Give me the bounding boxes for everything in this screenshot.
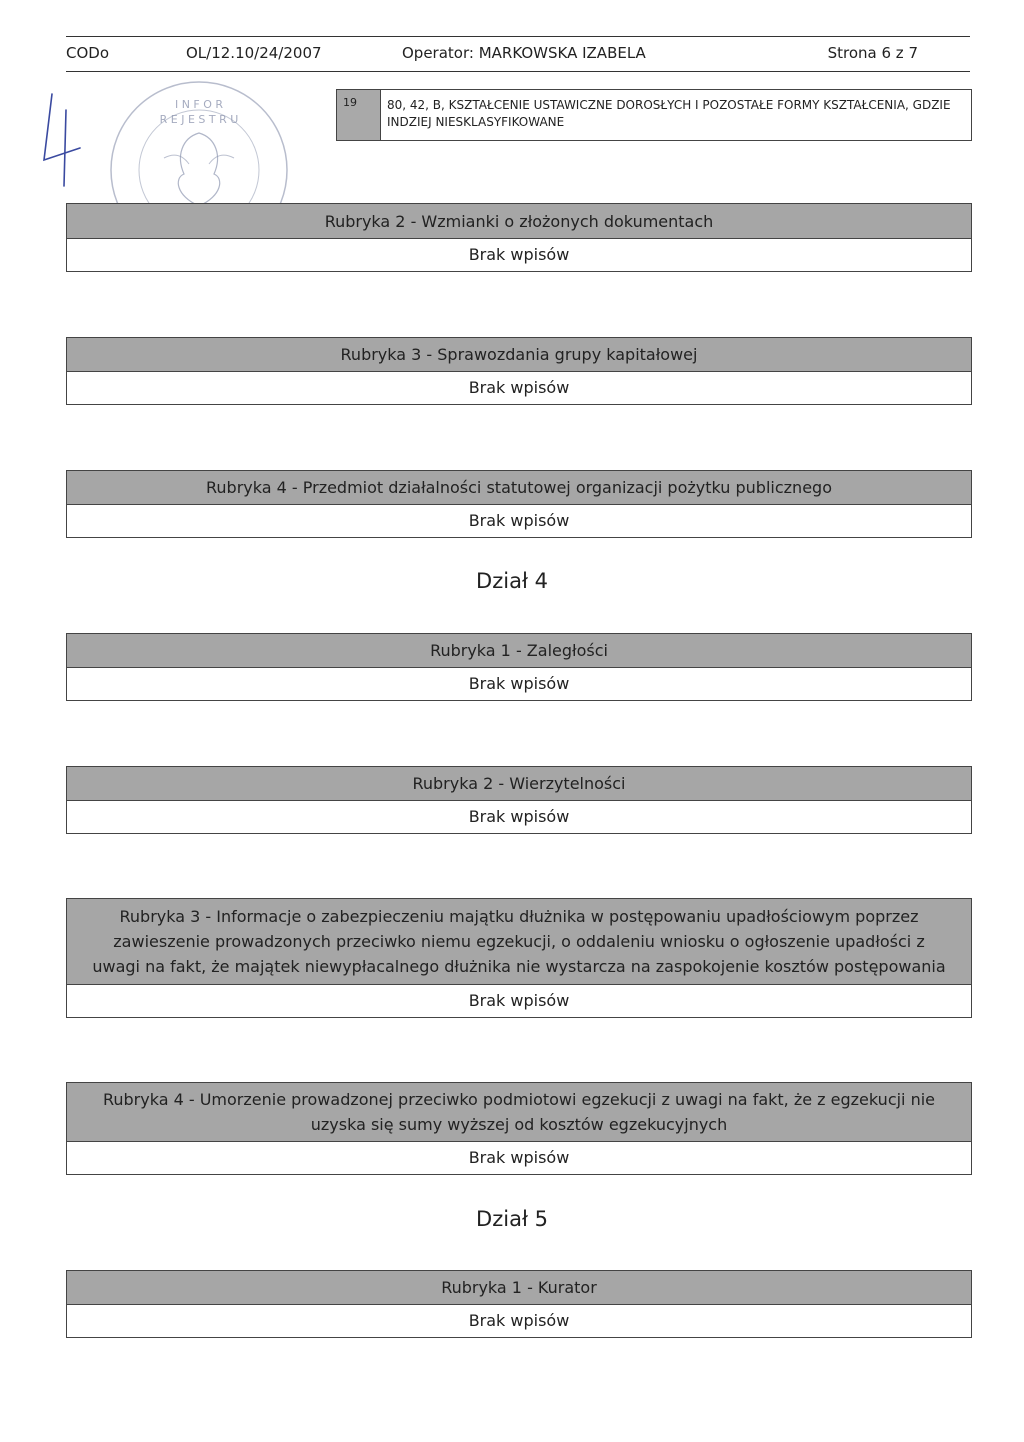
- section-value: Brak wpisów: [468, 511, 570, 530]
- section-rubryka-4-przedmiot: [66, 470, 972, 538]
- section-rubryka-3-zabezpieczenie: [66, 898, 972, 1018]
- section-rubryka-2-wierzytelnosci: [66, 766, 972, 834]
- section-title: Rubryka 4 - Umorzenie prowadzonej przeciwko podmiotowi egzekucji z uwagi na fakt, że z egzekucji nie uzyska się sumy wyższej od kosztów egzekucyjnych: [67, 1083, 971, 1142]
- section-title: Rubryka 2 - Wzmianki o złożonych dokumentach: [67, 204, 971, 239]
- dzial-4-heading: Dział 4: [476, 569, 548, 593]
- pkd-entry: [336, 89, 972, 141]
- section-rubryka-2-wzmianki: [66, 203, 972, 272]
- handwritten-four-mark: [36, 90, 86, 190]
- section-value: Brak wpisów: [468, 674, 570, 693]
- svg-text:I N F O R: I N F O R: [174, 98, 224, 111]
- section-title: Rubryka 1 - Zaległości: [67, 634, 971, 668]
- section-title: Rubryka 3 - Sprawozdania grupy kapitałowej: [67, 338, 971, 372]
- section-rubryka-1-kurator: [66, 1270, 972, 1338]
- operator-label: Operator: MARKOWSKA IZABELA: [402, 44, 646, 62]
- page-number: Strona 6 z 7: [827, 44, 918, 62]
- section-title: Rubryka 2 - Wierzytelności: [67, 767, 971, 801]
- section-value: Brak wpisów: [468, 807, 570, 826]
- section-title: Rubryka 3 - Informacje o zabezpieczeniu majątku dłużnika w postępowaniu upadłościowym poprzez zawieszenie prowadzonych przeciwko niemu egzekucji, o oddaleniu wniosku o ogłoszenie upadłości z uwagi na fakt, że majątek niewypłacalnego dłużnika nie wystarcza na zaspokojenie kosztów postępowania: [67, 899, 971, 985]
- section-value: Brak wpisów: [468, 378, 570, 397]
- section-rubryka-1-zaleglosci: [66, 633, 972, 701]
- document-code: CODo: [66, 44, 110, 62]
- section-title: Rubryka 1 - Kurator: [67, 1271, 971, 1305]
- section-title: Rubryka 4 - Przedmiot działalności statutowej organizacji pożytku publicznego: [67, 471, 971, 505]
- dzial-5-heading: Dział 5: [476, 1207, 548, 1231]
- section-value: Brak wpisów: [468, 1311, 570, 1330]
- section-value: Brak wpisów: [468, 245, 570, 264]
- pkd-entry-number: 19: [337, 90, 381, 140]
- document-number: OL/12.10/24/2007: [186, 44, 322, 62]
- section-value: Brak wpisów: [468, 991, 570, 1010]
- page-header: [66, 36, 970, 72]
- section-value: Brak wpisów: [468, 1148, 570, 1167]
- section-rubryka-3-sprawozdania: [66, 337, 972, 405]
- section-rubryka-4-umorzenie: [66, 1082, 972, 1175]
- pkd-entry-text: 80, 42, B, KSZTAŁCENIE USTAWICZNE DOROSŁYCH I POZOSTAŁE FORMY KSZTAŁCENIA, GDZIE INDZIEJ NIESKLASYFIKOWANE: [387, 98, 951, 129]
- svg-text:R E J E S T R U: R E J E S T R U: [159, 113, 239, 126]
